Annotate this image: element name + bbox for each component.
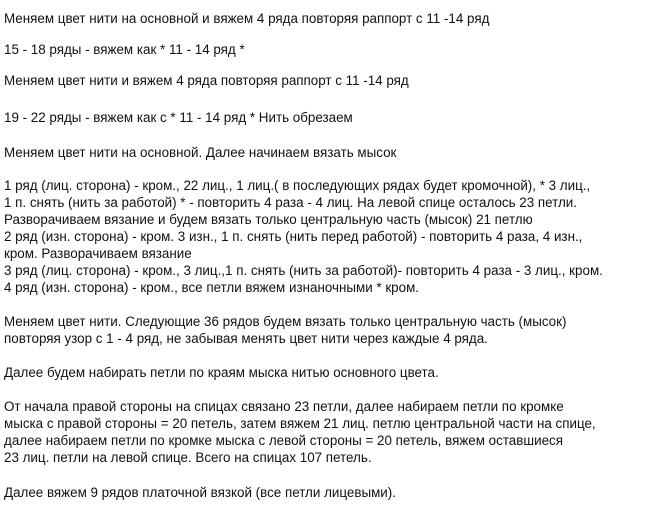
text-line: 15 - 18 ряды - вяжем как * 11 - 14 ряд * [4,42,245,57]
text-line: 23 лиц. петли на левой спице. Всего на спицах 107 петель. [4,450,372,465]
text-line: Далее вяжем 9 рядов платочной вязкой (все петли лицевыми). [4,485,396,500]
text-line: далее набираем петли по кромке мыска с левой стороны = 20 петель, вяжем оставшиеся [4,433,563,448]
text-line: От начала правой стороны на спицах связано 23 петли, далее набираем петли по кромке [4,399,564,414]
text-line: 3 ряд (лиц. сторона) - кром., 3 лиц.,1 п. снять (нить за работой)- повторить 4 раза - 3 лиц., кром. [4,263,603,278]
text-line: Меняем цвет нити. Следующие 36 рядов будем вязать только центральную часть (мысок) [4,314,567,329]
text-line: Далее будем набирать петли по краям мыска нитью основного цвета. [4,365,439,380]
text-line: Меняем цвет нити на основной. Далее начинаем вязать мысок [4,145,397,160]
text-line: 2 ряд (изн. сторона) - кром. 3 изн., 1 п. снять (нить перед работой) - повторить 4 раза, 4 изн., [4,229,583,244]
text-line: 4 ряд (изн. сторона) - кром., все петли вяжем изнаночными * кром. [4,280,420,295]
text-line: 1 п. снять (нить за работой) * - повторить 4 раза - 4 лиц. На левой спице осталось 23 петли. [4,195,578,210]
text-line: Меняем цвет нити и вяжем 4 ряда повторяя раппорт с 11 -14 ряд [4,73,409,88]
text-line: 19 - 22 ряды - вяжем как с * 11 - 14 ряд * Нить обрезаем [4,110,353,125]
text-line: 1 ряд (лиц. сторона) - кром., 22 лиц., 1 лиц.( в последующих рядах будет кромочной), * 3 лиц., [4,178,591,193]
text-line: повторяя узор с 1 - 4 ряд, не забывая менять цвет нити через каждые 4 ряда. [4,331,488,346]
text-line: Разворачиваем вязание и будем вязать только центральную часть (мысок) 21 петлю [4,212,533,227]
text-line: Меняем цвет нити на основной и вяжем 4 ряда повторяя раппорт с 11 -14 ряд [4,11,490,26]
text-line: мыска с правой стороны = 20 петель, затем вяжем 21 лиц. петлю центральной части на спице, [4,416,596,431]
text-line: кром. Разворачиваем вязание [4,246,192,261]
